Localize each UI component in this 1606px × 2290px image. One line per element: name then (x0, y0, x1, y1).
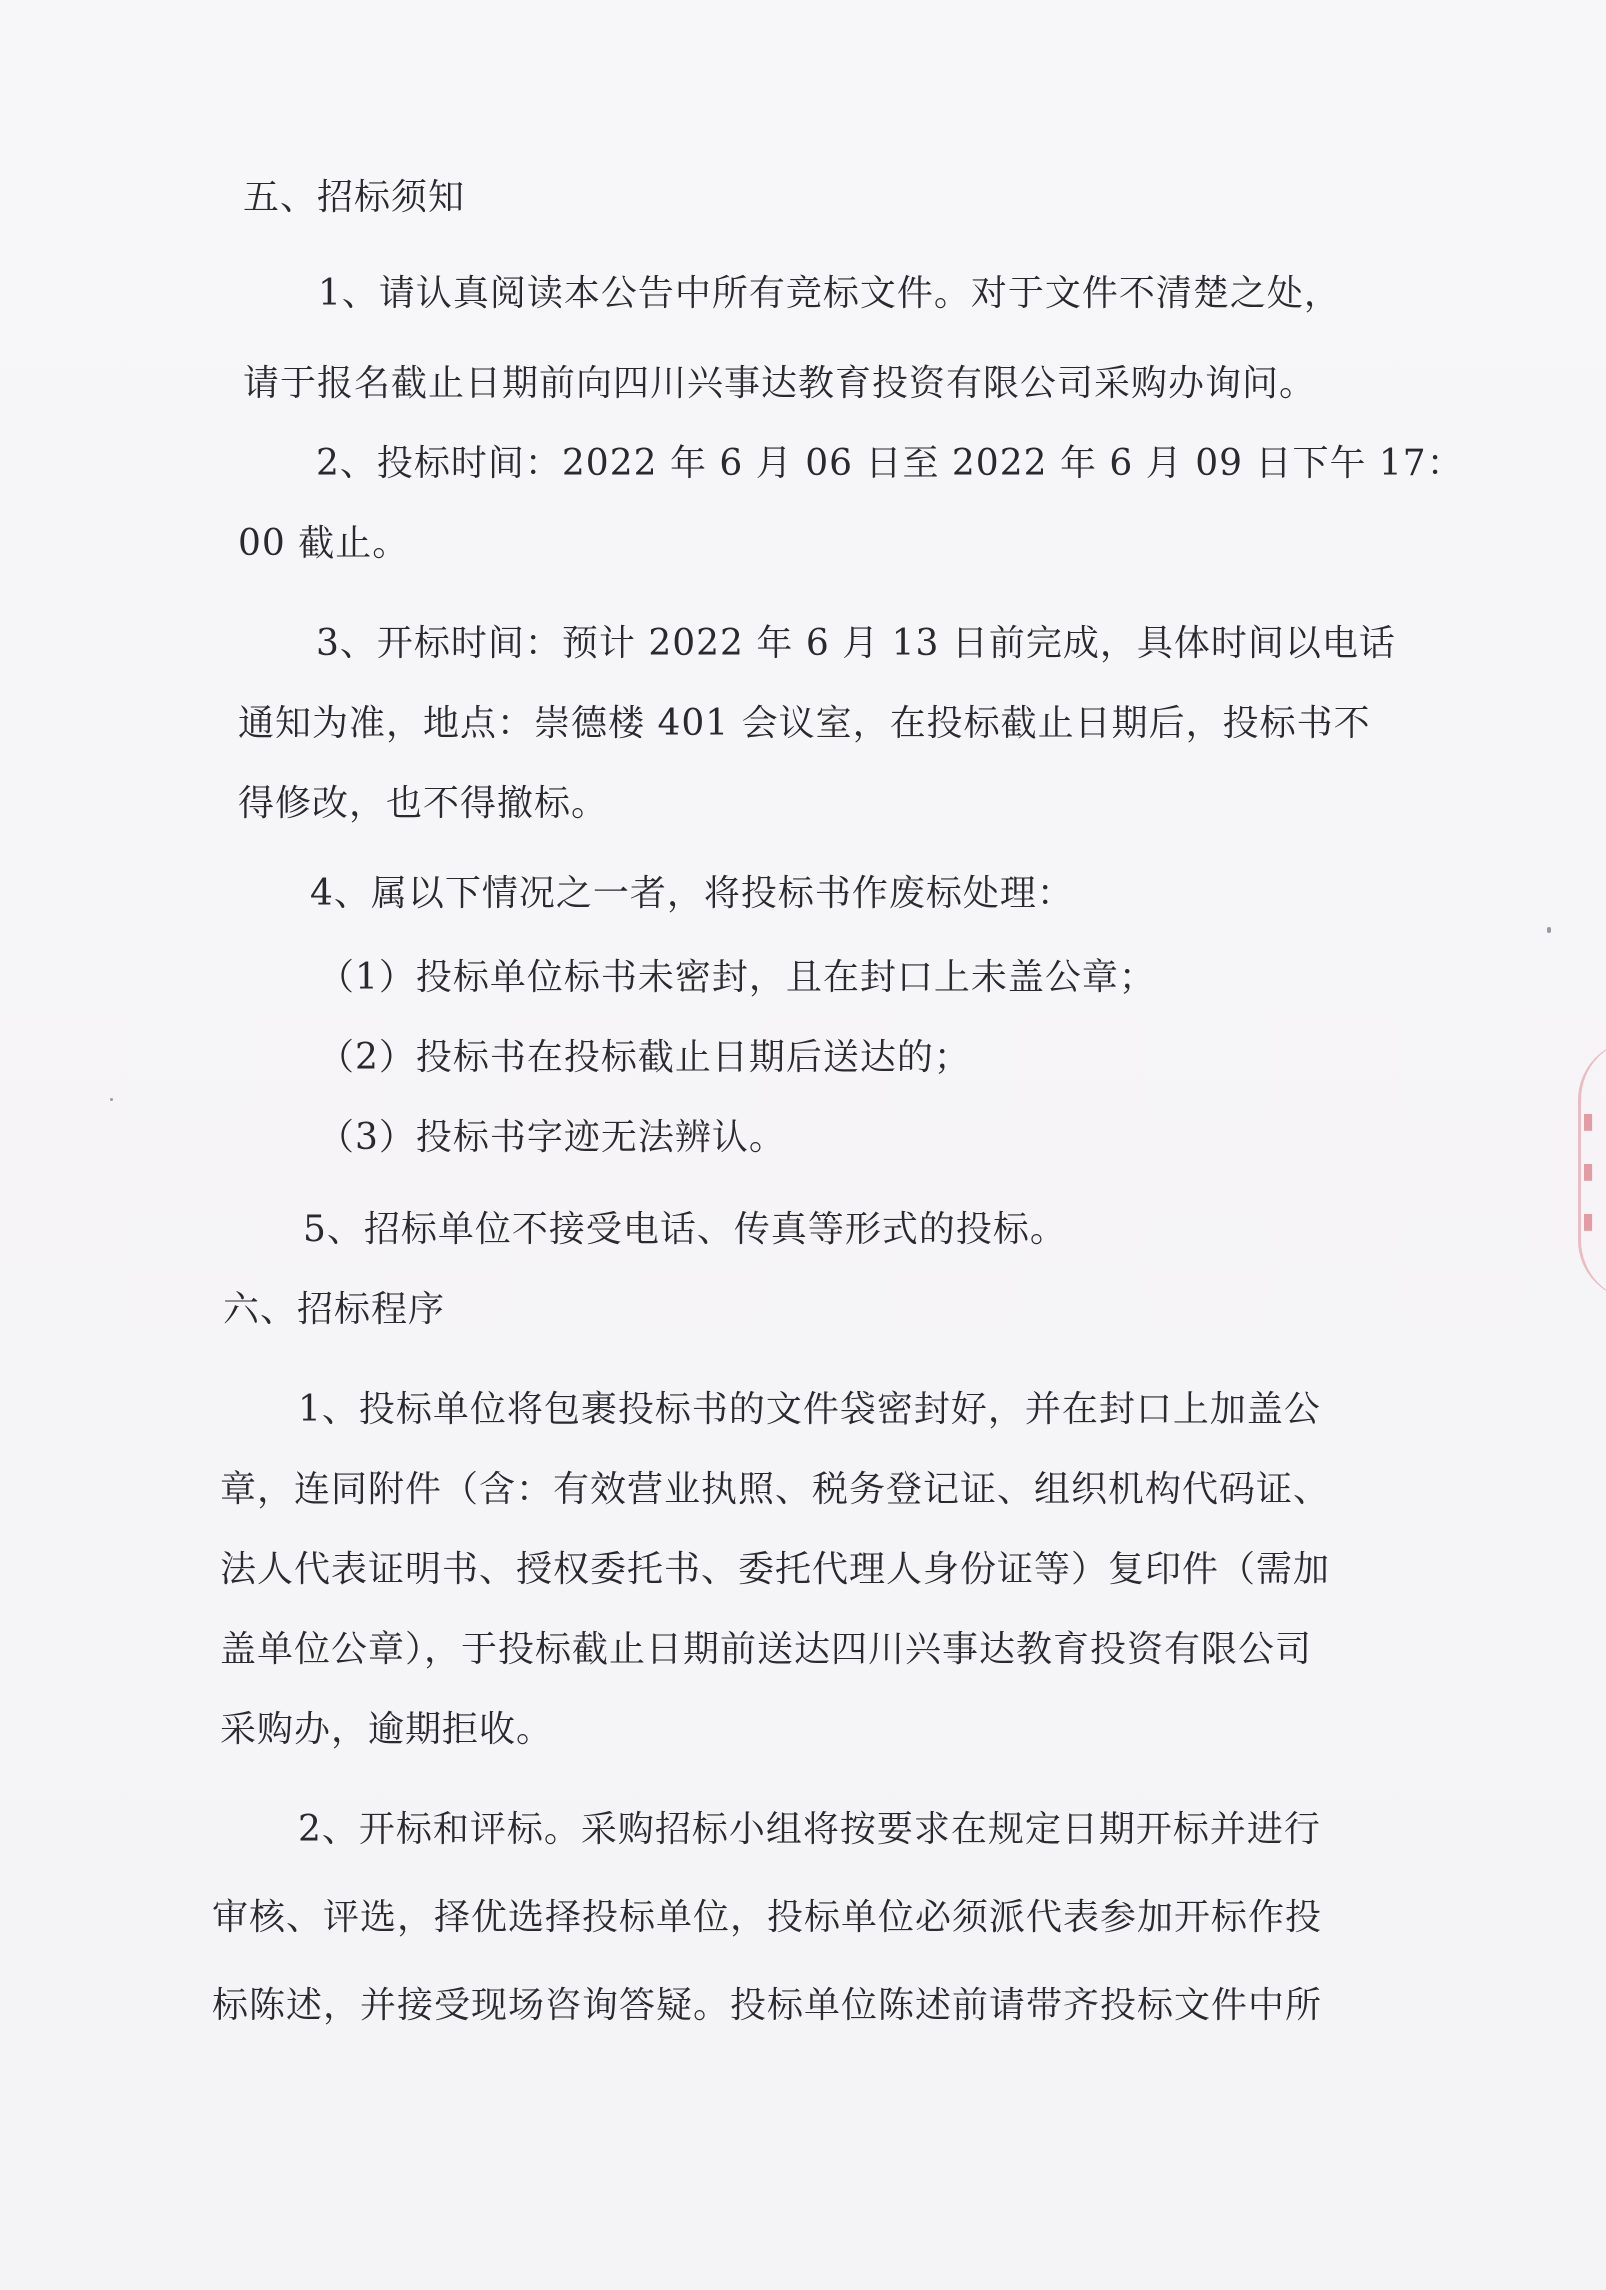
list-item: （1）投标单位标书未密封，且在封口上未盖公章； (318, 957, 1156, 998)
paragraph-line: 盖单位公章），于投标截止日期前送达四川兴事达教育投资有限公司 (220, 1629, 1313, 1670)
list-item: （2）投标书在投标截止日期后送达的； (318, 1037, 971, 1078)
paragraph-line: 1、请认真阅读本公告中所有竞标文件。对于文件不清楚之处， (318, 273, 1341, 314)
section-heading-5: 五、招标须知 (243, 177, 466, 218)
paragraph-line: 法人代表证明书、授权委托书、委托代理人身份证等）复印件（需加 (220, 1549, 1331, 1590)
seal-fragment: ▮ (1582, 1159, 1595, 1184)
seal-stamp-edge (1578, 1040, 1606, 1300)
section-heading-6: 六、招标程序 (223, 1289, 446, 1330)
paragraph-line: 00 截止。 (238, 523, 410, 564)
list-item: 5、招标单位不接受电话、传真等形式的投标。 (303, 1209, 1067, 1250)
list-item: 4、属以下情况之一者，将投标书作废标处理： (310, 873, 1074, 914)
paragraph-line: 章，连同附件（含：有效营业执照、税务登记证、组织机构代码证、 (220, 1469, 1331, 1510)
paragraph-line: 2、投标时间：2022 年 6 月 06 日至 2022 年 6 月 09 日下午 17： (316, 443, 1464, 484)
paragraph-line: 得修改，也不得撤标。 (238, 783, 609, 824)
paragraph-line: 标陈述，并接受现场咨询答疑。投标单位陈述前请带齐投标文件中所 (212, 1985, 1323, 2026)
paragraph-line: 通知为准，地点：崇德楼 401 会议室，在投标截止日期后，投标书不 (238, 703, 1371, 744)
paragraph-line: 请于报名截止日期前向四川兴事达教育投资有限公司采购办询问。 (243, 363, 1317, 404)
paragraph-line: 采购办，逾期拒收。 (220, 1709, 554, 1750)
paragraph-line: 3、开标时间：预计 2022 年 6 月 13 日前完成，具体时间以电话 (316, 623, 1396, 664)
seal-fragment: ▮ (1582, 1109, 1595, 1134)
paragraph-line: 2、开标和评标。采购招标小组将按要求在规定日期开标并进行 (298, 1809, 1321, 1850)
paragraph-line: 1、投标单位将包裹投标书的文件袋密封好，并在封口上加盖公 (298, 1389, 1321, 1430)
scan-speck (1547, 927, 1551, 933)
seal-fragment: ▮ (1582, 1209, 1595, 1234)
list-item: （3）投标书字迹无法辨认。 (318, 1117, 786, 1158)
paragraph-line: 审核、评选，择优选择投标单位，投标单位必须派代表参加开标作投 (212, 1897, 1323, 1938)
scan-speck (110, 1098, 113, 1101)
